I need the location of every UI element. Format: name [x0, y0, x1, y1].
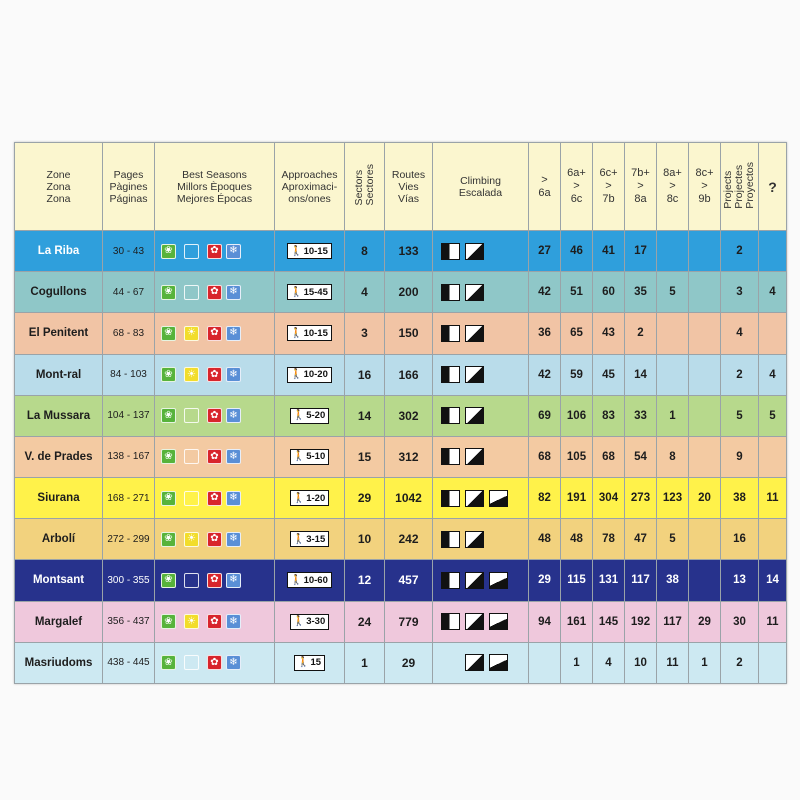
- hiker-icon: 🚶: [290, 327, 303, 339]
- climbing-over-icon: [489, 654, 508, 671]
- zone-pages: 438 - 445: [103, 642, 155, 683]
- grade-8a-count: 54: [625, 436, 657, 477]
- grade-6a-count: 27: [529, 231, 561, 272]
- zone-name: V. de Prades: [15, 436, 103, 477]
- zone-approach: [275, 313, 345, 354]
- empty-season-slot: [184, 491, 199, 506]
- climbing-slab-icon: [441, 613, 460, 630]
- table-row: [15, 395, 787, 436]
- zone-sectors: 12: [345, 560, 385, 601]
- zone-sectors: 10: [345, 519, 385, 560]
- climbing-over-icon: [489, 613, 508, 630]
- climbing-vert-icon: [465, 325, 484, 342]
- winter-icon: ❄: [226, 326, 241, 341]
- zone-approach: [275, 519, 345, 560]
- climbing-vert-icon: [465, 613, 484, 630]
- hiker-icon: 🚶: [292, 492, 306, 504]
- approach-time: 5-20: [306, 410, 326, 422]
- grade-6a-count: 48: [529, 519, 561, 560]
- approach-badge: [290, 490, 329, 506]
- zone-seasons: [155, 272, 275, 313]
- summer-icon: ☀: [184, 532, 199, 547]
- zone-seasons: [155, 395, 275, 436]
- grade-9b-count: 20: [689, 478, 721, 519]
- grade-9b-count: [689, 313, 721, 354]
- zone-seasons: [155, 519, 275, 560]
- spring-icon: ❀: [161, 244, 176, 259]
- spring-icon: ❀: [161, 326, 176, 341]
- empty-season-slot: [184, 573, 199, 588]
- zone-unknown: [759, 642, 787, 683]
- climbing-vert-icon: [465, 284, 484, 301]
- winter-icon: ❄: [226, 491, 241, 506]
- winter-icon: ❄: [226, 532, 241, 547]
- grade-8c-count: 5: [657, 519, 689, 560]
- approach-badge: [290, 408, 329, 424]
- spring-icon: ❀: [161, 367, 176, 382]
- approach-time: 10-15: [303, 327, 328, 339]
- winter-icon: ❄: [226, 573, 241, 588]
- climbing-vert-icon: [465, 448, 484, 465]
- header-grade-9b: 8c+ > 9b: [689, 143, 721, 231]
- hiker-icon: 🚶: [292, 451, 306, 463]
- grade-6c-count: 48: [561, 519, 593, 560]
- zone-projects: 2: [721, 642, 759, 683]
- zone-pages: 168 - 271: [103, 478, 155, 519]
- header-unknown: ?: [759, 143, 787, 231]
- empty-climbing-slot: [441, 654, 460, 671]
- zone-routes: 302: [385, 395, 433, 436]
- approach-badge: [294, 655, 325, 671]
- zone-routes: 133: [385, 231, 433, 272]
- zone-sectors: 4: [345, 272, 385, 313]
- zone-name: Arbolí: [15, 519, 103, 560]
- grade-6c-count: 59: [561, 354, 593, 395]
- grade-9b-count: [689, 560, 721, 601]
- climbing-vert-icon: [465, 366, 484, 383]
- grade-9b-count: [689, 354, 721, 395]
- summer-icon: ☀: [184, 326, 199, 341]
- zone-projects: 16: [721, 519, 759, 560]
- zone-unknown: 4: [759, 272, 787, 313]
- zone-projects: 4: [721, 313, 759, 354]
- zone-sectors: 29: [345, 478, 385, 519]
- zone-projects: 30: [721, 601, 759, 642]
- approach-time: 10-20: [303, 369, 328, 381]
- zone-sectors: 15: [345, 436, 385, 477]
- zone-pages: 84 - 103: [103, 354, 155, 395]
- table-row: [15, 560, 787, 601]
- grade-6c-count: 115: [561, 560, 593, 601]
- header-approaches: Approaches Aproximaci- ons/ones: [275, 143, 345, 231]
- grade-7b-count: 83: [593, 395, 625, 436]
- zone-routes: 312: [385, 436, 433, 477]
- zone-pages: 356 - 437: [103, 601, 155, 642]
- zone-sectors: 3: [345, 313, 385, 354]
- zone-name: Margalef: [15, 601, 103, 642]
- header-routes: Routes Vies Vías: [385, 143, 433, 231]
- grade-7b-count: 43: [593, 313, 625, 354]
- winter-icon: ❄: [226, 408, 241, 423]
- spring-icon: ❀: [161, 491, 176, 506]
- grade-7b-count: 304: [593, 478, 625, 519]
- zone-sectors: 14: [345, 395, 385, 436]
- header-sectors: Sectors Sectores: [345, 143, 385, 231]
- approach-badge: [290, 614, 329, 630]
- autumn-icon: ✿: [207, 532, 222, 547]
- zone-climbing: [433, 313, 529, 354]
- zone-name: Montsant: [15, 560, 103, 601]
- zone-climbing: [433, 231, 529, 272]
- zone-climbing: [433, 395, 529, 436]
- zone-climbing: [433, 354, 529, 395]
- winter-icon: ❄: [226, 244, 241, 259]
- zone-climbing: [433, 601, 529, 642]
- zone-routes: 779: [385, 601, 433, 642]
- zone-pages: 68 - 83: [103, 313, 155, 354]
- autumn-icon: ✿: [207, 408, 222, 423]
- approach-badge: [287, 367, 332, 383]
- empty-season-slot: [184, 449, 199, 464]
- autumn-icon: ✿: [207, 326, 222, 341]
- zone-name: La Riba: [15, 231, 103, 272]
- zone-pages: 272 - 299: [103, 519, 155, 560]
- grade-8c-count: [657, 313, 689, 354]
- approach-time: 1-20: [306, 492, 326, 504]
- zone-seasons: [155, 478, 275, 519]
- zone-name: El Penitent: [15, 313, 103, 354]
- zone-projects: 2: [721, 354, 759, 395]
- zone-approach: [275, 560, 345, 601]
- zone-climbing: [433, 560, 529, 601]
- grade-8c-count: [657, 354, 689, 395]
- zone-approach: [275, 231, 345, 272]
- zone-pages: 138 - 167: [103, 436, 155, 477]
- zone-approach: [275, 478, 345, 519]
- autumn-icon: ✿: [207, 573, 222, 588]
- approach-badge: [287, 325, 332, 341]
- grade-9b-count: 1: [689, 642, 721, 683]
- zone-unknown: 14: [759, 560, 787, 601]
- zone-approach: [275, 436, 345, 477]
- winter-icon: ❄: [226, 655, 241, 670]
- hiker-icon: 🚶: [292, 616, 306, 628]
- grade-6a-count: 42: [529, 272, 561, 313]
- zone-pages: 44 - 67: [103, 272, 155, 313]
- zone-unknown: [759, 231, 787, 272]
- zone-routes: 166: [385, 354, 433, 395]
- hiker-icon: 🚶: [290, 574, 303, 586]
- zone-routes: 242: [385, 519, 433, 560]
- hiker-icon: 🚶: [290, 245, 303, 257]
- grade-7b-count: 68: [593, 436, 625, 477]
- table-row: [15, 231, 787, 272]
- zone-pages: 30 - 43: [103, 231, 155, 272]
- approach-time: 10-15: [303, 245, 328, 257]
- zone-seasons: [155, 354, 275, 395]
- grade-9b-count: [689, 436, 721, 477]
- zone-projects: 5: [721, 395, 759, 436]
- zone-climbing: [433, 478, 529, 519]
- hiker-icon: 🚶: [292, 410, 306, 422]
- spring-icon: ❀: [161, 532, 176, 547]
- autumn-icon: ✿: [207, 491, 222, 506]
- autumn-icon: ✿: [207, 614, 222, 629]
- grade-8a-count: 14: [625, 354, 657, 395]
- grade-7b-count: 60: [593, 272, 625, 313]
- grade-7b-count: 41: [593, 231, 625, 272]
- approach-badge: [290, 449, 329, 465]
- grade-6a-count: 36: [529, 313, 561, 354]
- header-grade-8c: 8a+ > 8c: [657, 143, 689, 231]
- header-row: [15, 143, 787, 231]
- grade-9b-count: [689, 272, 721, 313]
- grade-6c-count: 65: [561, 313, 593, 354]
- table-row: [15, 436, 787, 477]
- header-grade-8a: 7b+ > 8a: [625, 143, 657, 231]
- spring-icon: ❀: [161, 285, 176, 300]
- grade-7b-count: 145: [593, 601, 625, 642]
- climbing-vert-icon: [465, 572, 484, 589]
- climbing-slab-icon: [441, 407, 460, 424]
- grade-8c-count: 117: [657, 601, 689, 642]
- table-row: [15, 642, 787, 683]
- climbing-slab-icon: [441, 284, 460, 301]
- summer-icon: ☀: [184, 614, 199, 629]
- zone-unknown: [759, 436, 787, 477]
- spring-icon: ❀: [161, 449, 176, 464]
- autumn-icon: ✿: [207, 367, 222, 382]
- grade-6c-count: 46: [561, 231, 593, 272]
- grade-8a-count: 17: [625, 231, 657, 272]
- approach-badge: [287, 243, 332, 259]
- grade-6c-count: 105: [561, 436, 593, 477]
- zone-approach: [275, 642, 345, 683]
- spring-icon: ❀: [161, 408, 176, 423]
- climbing-slab-icon: [441, 572, 460, 589]
- zone-projects: 9: [721, 436, 759, 477]
- climbing-slab-icon: [441, 490, 460, 507]
- climbing-vert-icon: [465, 490, 484, 507]
- climbing-vert-icon: [465, 407, 484, 424]
- zone-sectors: 24: [345, 601, 385, 642]
- approach-badge: [287, 284, 332, 300]
- zone-projects: 2: [721, 231, 759, 272]
- autumn-icon: ✿: [207, 655, 222, 670]
- grade-8a-count: 35: [625, 272, 657, 313]
- zone-unknown: [759, 313, 787, 354]
- grade-6c-count: 1: [561, 642, 593, 683]
- table-row: [15, 519, 787, 560]
- climbing-slab-icon: [441, 243, 460, 260]
- approach-badge: [290, 531, 329, 547]
- grade-6a-count: 94: [529, 601, 561, 642]
- grade-8a-count: 10: [625, 642, 657, 683]
- grade-7b-count: 78: [593, 519, 625, 560]
- spring-icon: ❀: [161, 614, 176, 629]
- zone-approach: [275, 395, 345, 436]
- header-pages: Pages Pàgines Páginas: [103, 143, 155, 231]
- climbing-over-icon: [489, 572, 508, 589]
- climbing-slab-icon: [441, 448, 460, 465]
- climbing-vert-icon: [465, 531, 484, 548]
- grade-8c-count: 38: [657, 560, 689, 601]
- zone-climbing: [433, 436, 529, 477]
- zone-unknown: 11: [759, 478, 787, 519]
- zone-seasons: [155, 601, 275, 642]
- grade-7b-count: 131: [593, 560, 625, 601]
- hiker-icon: 🚶: [290, 286, 303, 298]
- table-row: [15, 478, 787, 519]
- summer-icon: ☀: [184, 367, 199, 382]
- grade-8c-count: 123: [657, 478, 689, 519]
- zone-seasons: [155, 436, 275, 477]
- zone-routes: 1042: [385, 478, 433, 519]
- zone-sectors: 8: [345, 231, 385, 272]
- table-row: [15, 354, 787, 395]
- grade-7b-count: 45: [593, 354, 625, 395]
- zone-routes: 150: [385, 313, 433, 354]
- zone-unknown: 5: [759, 395, 787, 436]
- grade-8c-count: 1: [657, 395, 689, 436]
- grade-9b-count: [689, 395, 721, 436]
- zone-routes: 29: [385, 642, 433, 683]
- climbing-slab-icon: [441, 325, 460, 342]
- grade-9b-count: [689, 231, 721, 272]
- grade-8c-count: 5: [657, 272, 689, 313]
- winter-icon: ❄: [226, 367, 241, 382]
- grade-9b-count: 29: [689, 601, 721, 642]
- grade-8a-count: 2: [625, 313, 657, 354]
- zone-pages: 104 - 137: [103, 395, 155, 436]
- zone-projects: 3: [721, 272, 759, 313]
- empty-season-slot: [184, 244, 199, 259]
- zone-sectors: 16: [345, 354, 385, 395]
- zone-approach: [275, 354, 345, 395]
- empty-season-slot: [184, 655, 199, 670]
- grade-6a-count: 29: [529, 560, 561, 601]
- zone-unknown: [759, 519, 787, 560]
- autumn-icon: ✿: [207, 449, 222, 464]
- winter-icon: ❄: [226, 614, 241, 629]
- zone-routes: 457: [385, 560, 433, 601]
- grade-7b-count: 4: [593, 642, 625, 683]
- climbing-vert-icon: [465, 243, 484, 260]
- grade-8a-count: 273: [625, 478, 657, 519]
- winter-icon: ❄: [226, 449, 241, 464]
- spring-icon: ❀: [161, 573, 176, 588]
- approach-time: 15-45: [303, 286, 328, 298]
- table-row: [15, 272, 787, 313]
- approach-time: 3-15: [306, 533, 326, 545]
- approach-badge: [287, 572, 332, 588]
- zone-pages: 300 - 355: [103, 560, 155, 601]
- zone-projects: 13: [721, 560, 759, 601]
- grade-8c-count: 11: [657, 642, 689, 683]
- header-projects: Projects Projectes Proyectos: [721, 143, 759, 231]
- zone-seasons: [155, 313, 275, 354]
- climbing-vert-icon: [465, 654, 484, 671]
- grade-8c-count: 8: [657, 436, 689, 477]
- zone-unknown: 4: [759, 354, 787, 395]
- grade-8a-count: 192: [625, 601, 657, 642]
- grade-6c-count: 191: [561, 478, 593, 519]
- zone-name: Siurana: [15, 478, 103, 519]
- empty-season-slot: [184, 285, 199, 300]
- climbing-zones-table: [14, 142, 787, 684]
- header-grade-6c: 6a+ > 6c: [561, 143, 593, 231]
- grade-8a-count: 47: [625, 519, 657, 560]
- grade-6a-count: 42: [529, 354, 561, 395]
- grade-6a-count: 82: [529, 478, 561, 519]
- zone-routes: 200: [385, 272, 433, 313]
- zone-climbing: [433, 642, 529, 683]
- approach-time: 10-60: [303, 574, 328, 586]
- zone-name: La Mussara: [15, 395, 103, 436]
- grade-8a-count: 33: [625, 395, 657, 436]
- grade-6c-count: 161: [561, 601, 593, 642]
- header-zone: Zone Zona Zona: [15, 143, 103, 231]
- table-row: [15, 601, 787, 642]
- header-grade-6a: > 6a: [529, 143, 561, 231]
- grade-8a-count: 117: [625, 560, 657, 601]
- zone-sectors: 1: [345, 642, 385, 683]
- zone-name: Masriudoms: [15, 642, 103, 683]
- hiker-icon: 🚶: [296, 657, 310, 669]
- header-grade-7b: 6c+ > 7b: [593, 143, 625, 231]
- grade-8c-count: [657, 231, 689, 272]
- hiker-icon: 🚶: [292, 533, 306, 545]
- table-row: [15, 313, 787, 354]
- header-climbing: Climbing Escalada: [433, 143, 529, 231]
- zone-seasons: [155, 560, 275, 601]
- grade-6c-count: 106: [561, 395, 593, 436]
- zone-climbing: [433, 272, 529, 313]
- spring-icon: ❀: [161, 655, 176, 670]
- approach-time: 15: [310, 657, 322, 669]
- zone-approach: [275, 272, 345, 313]
- header-seasons: Best Seasons Millors Èpoques Mejores Épocas: [155, 143, 275, 231]
- grade-6a-count: 68: [529, 436, 561, 477]
- hiker-icon: 🚶: [290, 369, 303, 381]
- approach-time: 5-10: [306, 451, 326, 463]
- grade-9b-count: [689, 519, 721, 560]
- grade-6a-count: [529, 642, 561, 683]
- grade-6c-count: 51: [561, 272, 593, 313]
- zone-unknown: 11: [759, 601, 787, 642]
- zone-approach: [275, 601, 345, 642]
- grade-6a-count: 69: [529, 395, 561, 436]
- zone-projects: 38: [721, 478, 759, 519]
- climbing-slab-icon: [441, 366, 460, 383]
- climbing-slab-icon: [441, 531, 460, 548]
- zone-seasons: [155, 231, 275, 272]
- zone-name: Mont-ral: [15, 354, 103, 395]
- zone-climbing: [433, 519, 529, 560]
- zone-name: Cogullons: [15, 272, 103, 313]
- approach-time: 3-30: [306, 616, 326, 628]
- zone-seasons: [155, 642, 275, 683]
- winter-icon: ❄: [226, 285, 241, 300]
- autumn-icon: ✿: [207, 285, 222, 300]
- climbing-over-icon: [489, 490, 508, 507]
- autumn-icon: ✿: [207, 244, 222, 259]
- empty-season-slot: [184, 408, 199, 423]
